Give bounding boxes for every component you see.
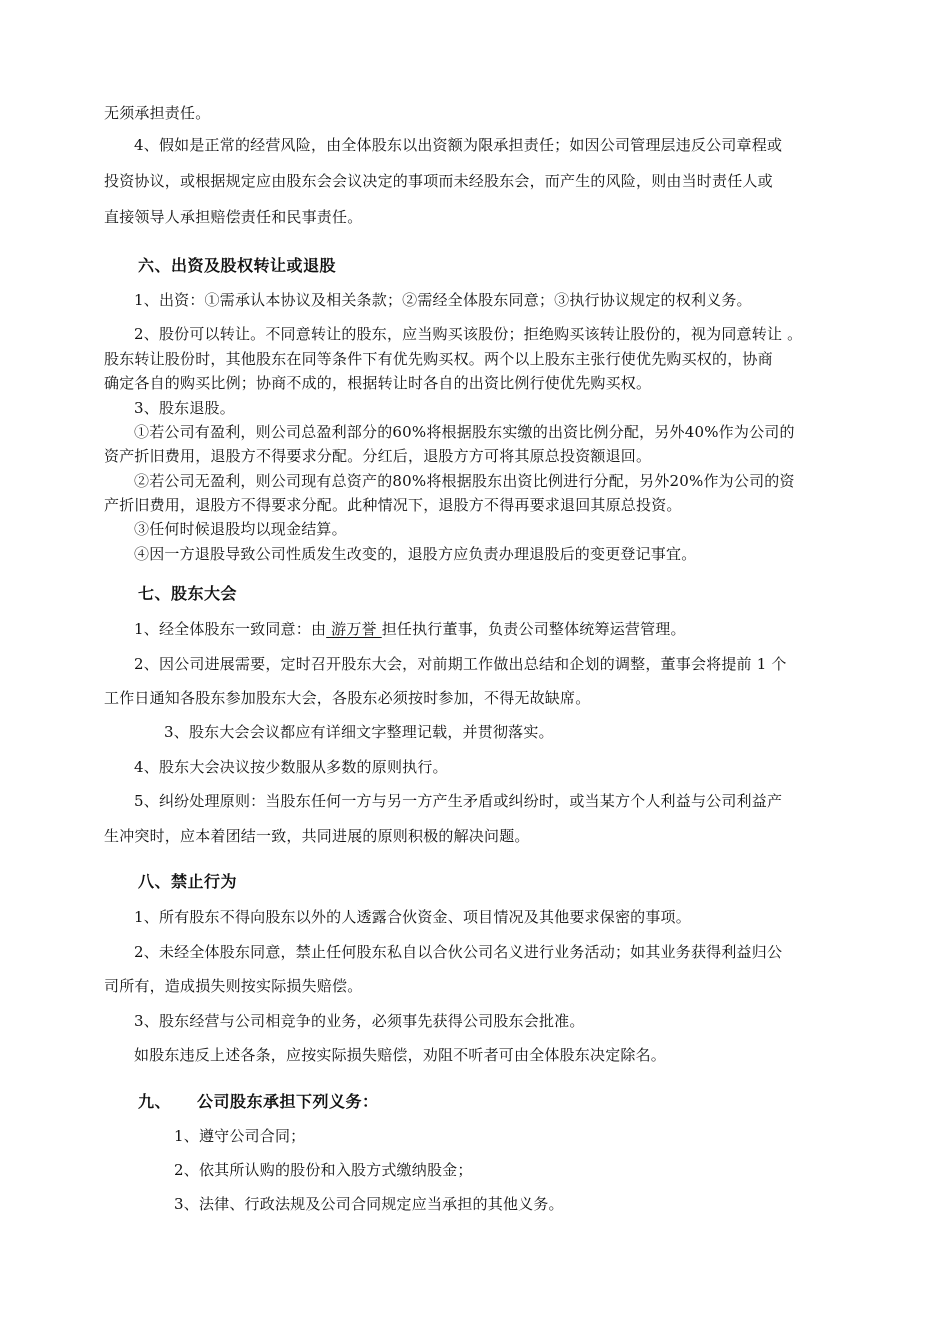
section-title: 公司股东承担下列义务： xyxy=(197,1092,379,1111)
paragraph-line: 5、纠纷处理原则：当股东任何一方与另一方产生矛盾或纠纷时，或当某方个人利益与公司利益产 xyxy=(134,792,783,810)
director-name: 游万誉 xyxy=(326,620,382,638)
paragraph-line: ①若公司有盈利，则公司总盈利部分的60%将根据股东实缴的出资比例分配，另外40%作为公司的 xyxy=(134,423,795,441)
paragraph-line: 司所有，造成损失则按实际损失赔偿。 xyxy=(104,977,363,995)
section-heading-8: 八、禁止行为 xyxy=(138,872,238,891)
paragraph-line: 股东转让股份时，其他股东在同等条件下有优先购买权。两个以上股东主张行使优先购买权的，协商 xyxy=(104,350,773,368)
paragraph-line: 如股东违反上述各条，应按实际损失赔偿，劝阻不听者可由全体股东决定除名。 xyxy=(134,1046,667,1064)
paragraph-line: 4、股东大会决议按少数服从多数的原则执行。 xyxy=(134,758,448,776)
paragraph-line: 2、股份可以转让。不同意转让的股东，应当购买该股份；拒绝购买该转让股份的，视为同意转让 。 xyxy=(134,325,803,343)
paragraph-line: 3、股东大会会议都应有详细文字整理记载，并贯彻落实。 xyxy=(164,723,554,741)
paragraph-line: 确定各自的购买比例；协商不成的，根据转让时各自的出资比例行使优先购买权。 xyxy=(104,374,652,392)
section-heading-7: 七、股东大会 xyxy=(138,584,238,603)
paragraph-line: ④因一方退股导致公司性质发生改变的，退股方应负责办理退股后的变更登记事宜。 xyxy=(134,545,697,563)
section-number: 九、 xyxy=(138,1092,172,1111)
appointment-text-pre: 1、经全体股东一致同意：由 xyxy=(134,620,327,638)
paragraph-line xyxy=(134,619,686,639)
paragraph-line: 1、所有股东不得向股东以外的人透露合伙资金、项目情况及其他要求保密的事项。 xyxy=(134,908,691,926)
paragraph-line: 资产折旧费用，退股方不得要求分配。分红后，退股方方可将其原总投资额退回。 xyxy=(104,447,652,465)
paragraph-line: 生冲突时，应本着团结一致，共同进展的原则积极的解决问题。 xyxy=(104,827,530,845)
paragraph-line: 3、股东退股。 xyxy=(134,399,235,417)
paragraph-line: 1、出资：①需承认本协议及相关条款；②需经全体股东同意；③执行协议规定的权利义务。 xyxy=(134,291,752,309)
paragraph-line: 2、未经全体股东同意，禁止任何股东私自以合伙公司名义进行业务活动；如其业务获得利益归公 xyxy=(134,943,783,961)
paragraph-line: 4、假如是正常的经营风险，由全体股东以出资额为限承担责任；如因公司管理层违反公司章程或 xyxy=(134,136,783,154)
appointment-text-post: 担任执行董事，负责公司整体统筹运营管理。 xyxy=(381,620,686,638)
paragraph-line: 工作日通知各股东参加股东大会，各股东必须按时参加，不得无故缺席。 xyxy=(104,689,591,707)
paragraph-line: 直接领导人承担赔偿责任和民事责任。 xyxy=(104,208,363,226)
paragraph-line: 无须承担责任。 xyxy=(104,104,211,122)
paragraph-line: ③任何时候退股均以现金结算。 xyxy=(134,520,347,538)
list-item: 1、遵守公司合同； xyxy=(174,1127,306,1145)
section-heading-9 xyxy=(138,1091,379,1113)
paragraph-line: 产折旧费用，退股方不得要求分配。此种情况下，退股方不得再要求退回其原总投资。 xyxy=(104,496,682,514)
list-item: 2、依其所认购的股份和入股方式缴纳股金； xyxy=(174,1161,473,1179)
paragraph-line: 2、因公司进展需要，定时召开股东大会，对前期工作做出总结和企划的调整，董事会将提前 1 个 xyxy=(134,655,787,673)
list-item: 3、法律、行政法规及公司合同规定应当承担的其他义务。 xyxy=(174,1195,564,1213)
paragraph-line: ②若公司无盈利，则公司现有总资产的80%将根据股东出资比例进行分配，另外20%作为公司的资 xyxy=(134,472,795,490)
paragraph-line: 3、股东经营与公司相竞争的业务，必须事先获得公司股东会批准。 xyxy=(134,1012,585,1030)
section-heading-6: 六、出资及股权转让或退股 xyxy=(138,256,337,275)
paragraph-line: 投资协议，或根据规定应由股东会会议决定的事项而未经股东会，而产生的风险，则由当时责任人或 xyxy=(104,172,773,190)
